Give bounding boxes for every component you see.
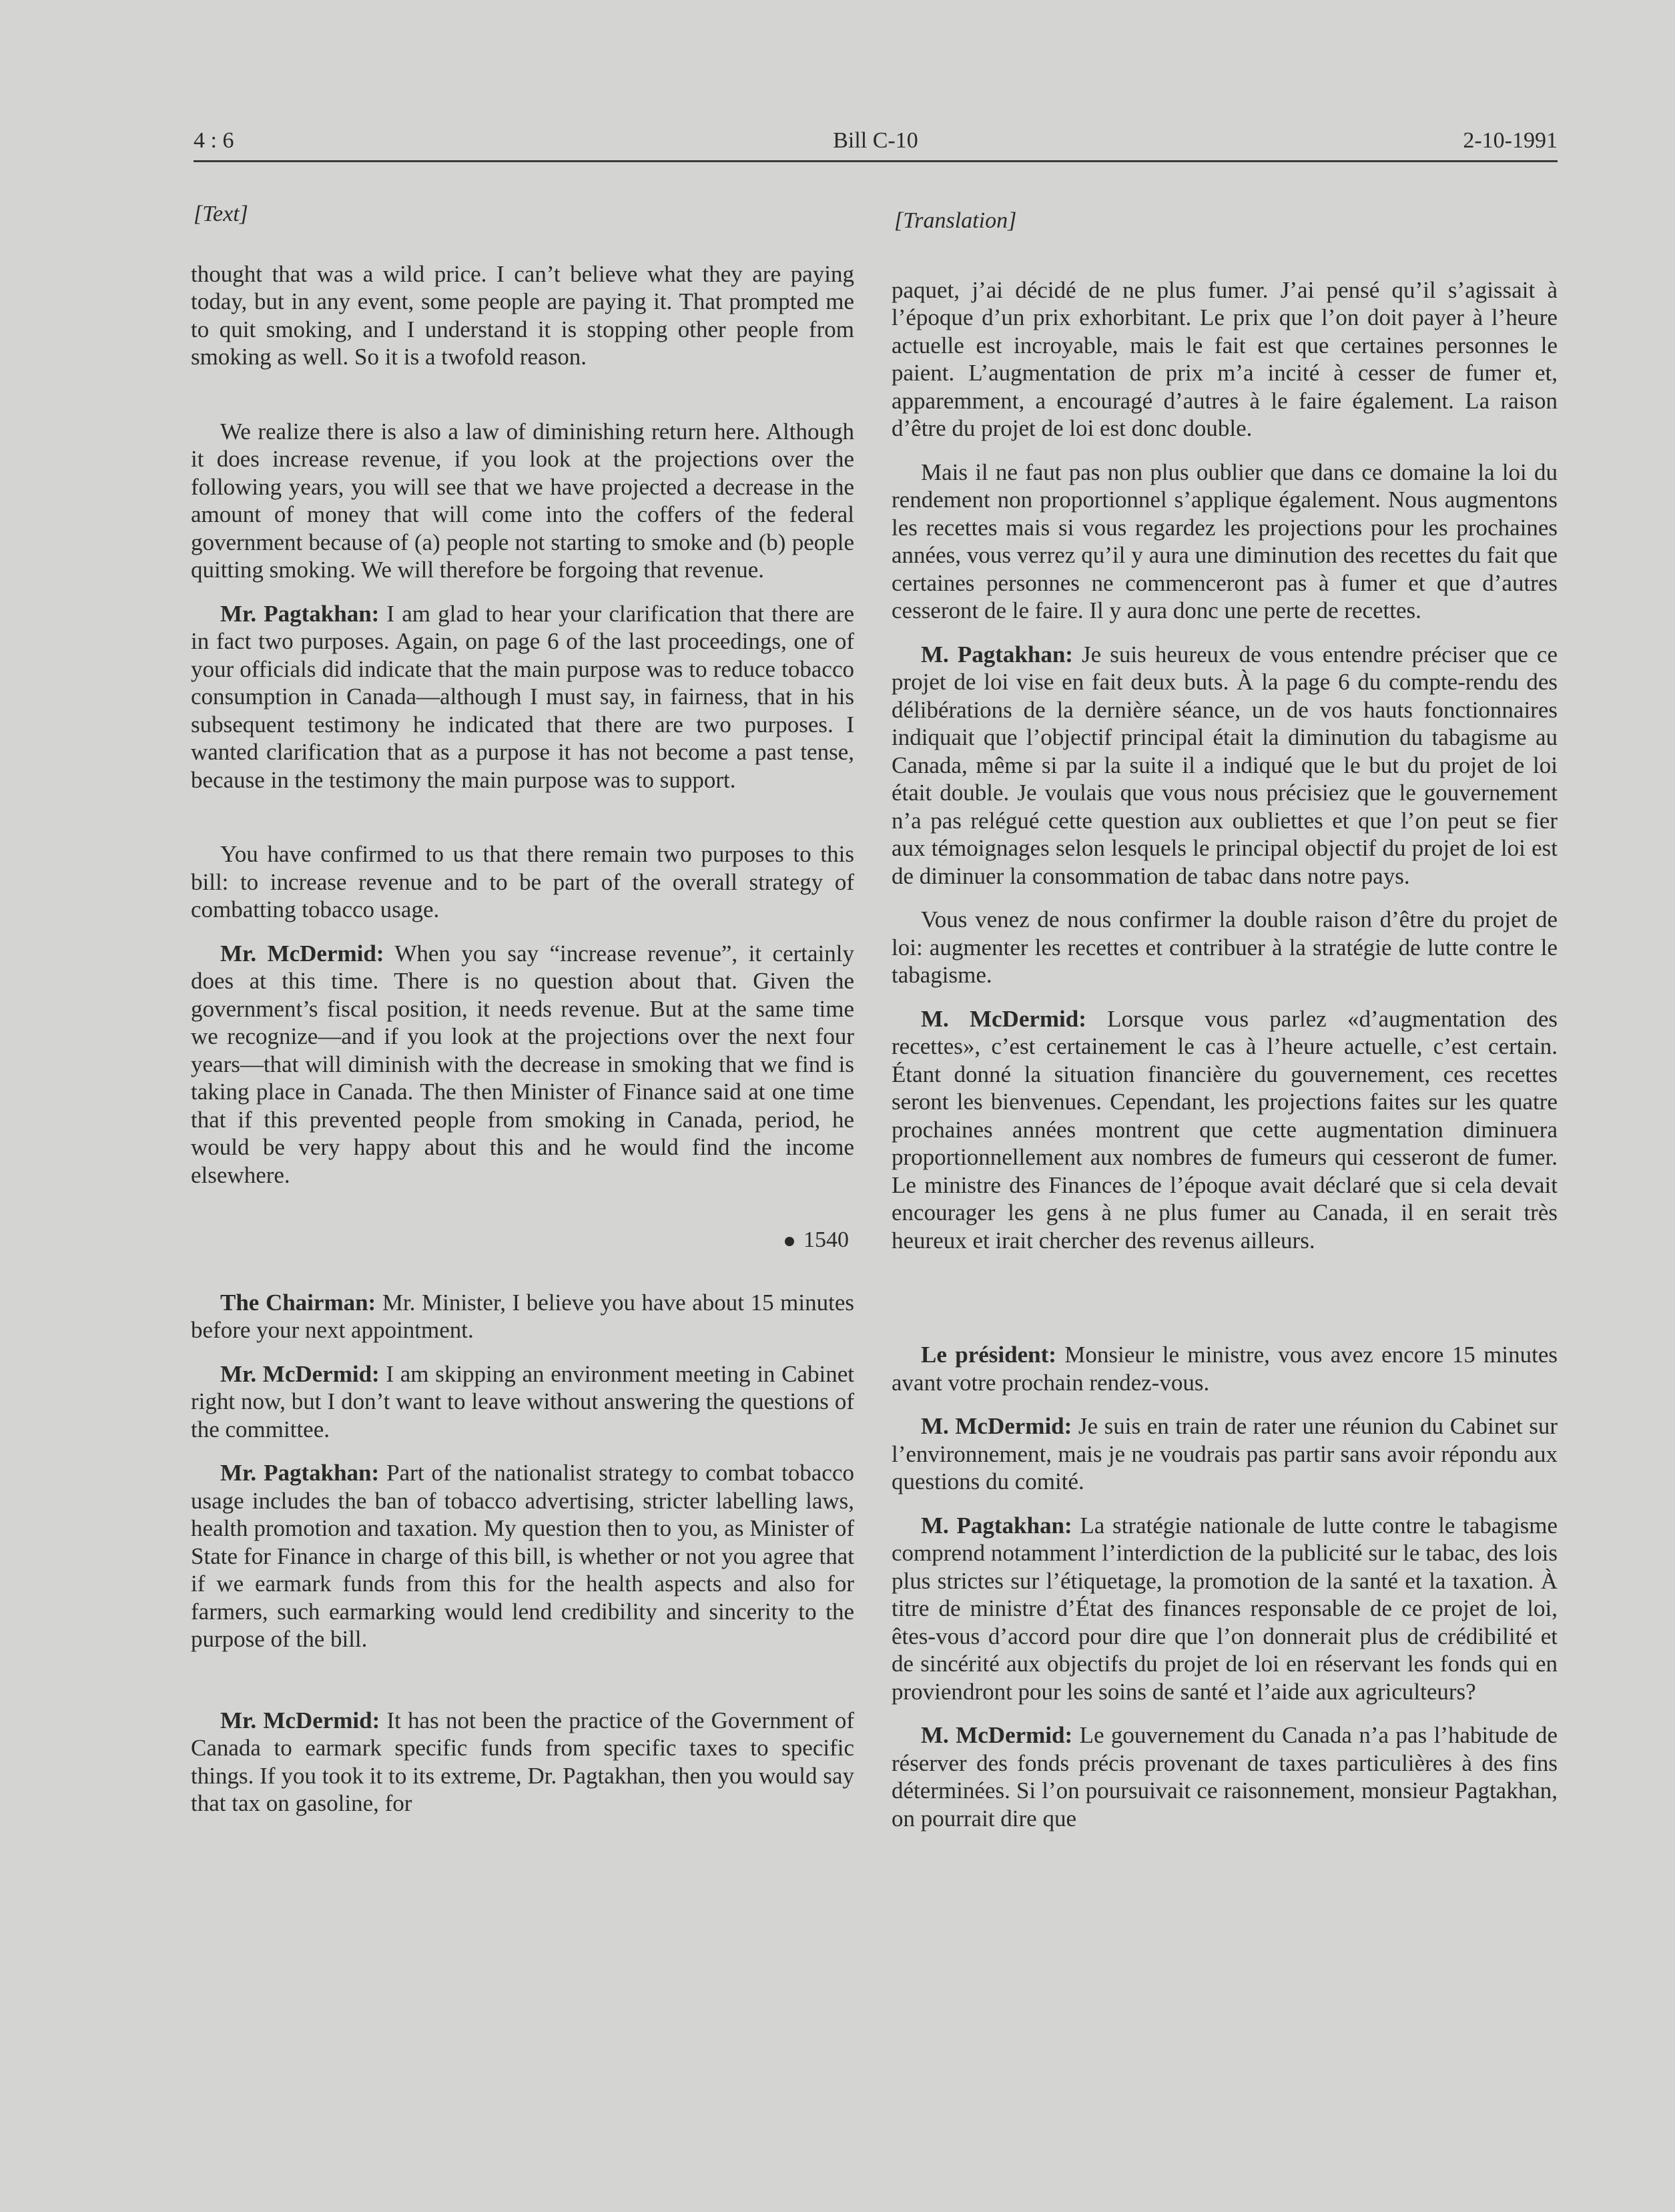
speaker-name: M. Pagtakhan: [921,641,1073,667]
speech-paragraph [892,1341,1558,1396]
speech-paragraph [191,600,854,794]
bullet-icon [785,1237,794,1246]
column-label-text: Translation [903,208,1008,233]
speaker-name: M. Pagtakhan: [921,1512,1072,1539]
column-label: [Text] [194,202,248,226]
paragraph: Vous venez de nous confirmer la double raison d’être du projet de loi: augmenter les recettes et contribuer à la stratégie de lutte contre le tabagisme. [892,906,1558,988]
speaker-name: Mr. McDermid: [220,940,384,966]
speech-text: Le gouvernement du Canada n’a pas l’habitude de réserver des fonds précis provenant de taxes particulières à des fins déterminées. Si l’on poursuivait ce raisonnement, monsieur Pagtakhan, on pourrait dire que [892,1722,1558,1832]
paragraph: You have confirmed to us that there remain two purposes to this bill: to increase revenue and to be part of the overall strategy of combatting tobacco usage. [191,841,854,922]
speech-text: When you say “increase revenue”, it certainly does at this time. There is no question about that. Given the government’s fiscal position, it needs revenue. But at the same time we recognize—and if you look at the projections over the next four years—that will diminish with the decrease in smoking that we find is taking place in Canada. The then Minister of Finance said at one time that if this prevented people from smoking in Canada, period, he would be very happy about this and he would find the income elsewhere. [191,940,854,1188]
speech-text: I am skipping an environment meeting in Cabinet right now, but I don’t want to leave without answering the questions of the committee. [191,1360,854,1442]
document-date: 2-10-1991 [1463,128,1558,153]
speech-text: Mr. Minister, I believe you have about 15 minutes before your next appointment. [191,1289,854,1343]
column-label: [Translation] [894,208,1017,233]
document-title: Bill C-10 [833,128,918,153]
paragraph: Mais il ne faut pas non plus oublier que dans ce domaine la loi du rendement non proportionnel s’applique également. Nous augmentons les recettes mais si vous regardez les projections pour les prochaines années, vous verrez qu’il y aura une diminution des recettes du fait que certaines personnes ne commenceront pas à fumer et que d’autres cesseront de le faire. Il y aura donc une perte de recettes. [892,459,1558,623]
time-marker [191,1226,849,1254]
speech-paragraph [191,1707,854,1818]
speech-paragraph [191,940,854,1189]
speaker-name: The Chairman: [220,1289,376,1316]
speech-paragraph [892,641,1558,890]
speaker-name: Mr. McDermid: [220,1360,380,1387]
speaker-name: Mr. Pagtakhan: [220,600,380,627]
speaker-name: Mr. Pagtakhan: [220,1460,380,1486]
speech-text: La stratégie nationale de lutte contre le tabagisme comprend notamment l’interdiction de la publicité sur le tabac, des lois plus strictes sur l’étiquetage, la promotion de la santé et la taxation. À titre de ministre d’État des finances responsable de ce projet de loi, êtes-vous d’accord pour dire que l’on donnerait plus de crédibilité et de sincérité aux objectifs du projet de loi en réservant les fonds qui en proviendront pour les soins de santé et l’aide aux agriculteurs? [892,1512,1558,1705]
time-marker-text: 1540 [803,1227,849,1252]
speech-paragraph [191,1289,854,1344]
speaker-name: Le président: [921,1342,1056,1368]
paragraph: thought that was a wild price. I can’t believe what they are paying today, but in any event, some people are paying it. That prompted me to quit smoking, and I understand it is stopping other people from smoking as well. So it is a twofold reason. [191,260,854,370]
speech-paragraph [191,1360,854,1444]
speech-text: Monsieur le ministre, vous avez encore 15 minutes avant votre prochain rendez-vous. [892,1342,1558,1396]
paragraph: paquet, j’ai décidé de ne plus fumer. J’ai pensé qu’il s’agissait à l’époque d’un prix exhorbitant. Le prix que l’on doit payer à l’heure actuelle est incroyable, mais le fait est que certaines personnes le paient. L’augmentation de prix m’a incité à cesser de fumer et, apparemment, a encouragé d’autres à le faire également. La raison d’être du projet de loi est donc double. [892,276,1558,441]
speech-text: Part of the nationalist strategy to combat tobacco usage includes the ban of tobacco advertising, stricter labelling laws, health promotion and taxation. My question then to you, as Minister of State for Finance in charge of this bill, is whether or not you agree that if we earmark funds from this for the health aspects and also for farmers, such earmarking would lend credibility and sincerity to the purpose of the bill. [191,1460,855,1652]
english-column [191,200,854,1834]
speech-paragraph [892,1005,1558,1255]
speaker-name: M. McDermid: [921,1413,1072,1439]
speech-paragraph [892,1412,1558,1496]
speaker-name: M. McDermid: [921,1005,1086,1032]
speech-text: Lorsque vous parlez «d’augmentation des recettes», c’est certainement le cas à l’heure actuelle, c’est certain. Étant donné la situation financière du gouvernement, ces recettes seront les bienvenues. Cependant, les projections faites sur les quatre prochaines années montrent que cette augmentation diminuera proportionnellement aux nombres de fumeurs qui cesseront de fumer. Le ministre des Finances de l’époque avait déclaré que si cela devait encourager les gens à ne plus fumer au Canada, il en serait très heureux et irait chercher des revenus ailleurs. [892,1005,1558,1254]
paragraph: We realize there is also a law of diminishing return here. Although it does increase revenue, if you look at the projections over the following years, you will see that we have projected a decrease in the amount of money that will come into the coffers of the federal government because of (a) people not starting to smoke and (b) people quitting smoking. We will therefore be forgoing that revenue. [191,418,854,583]
speaker-name: Mr. McDermid: [220,1707,380,1733]
speech-paragraph [892,1512,1558,1706]
speaker-name: M. McDermid: [921,1722,1073,1748]
speech-text: Je suis en train de rater une réunion du Cabinet sur l’environnement, mais je ne voudrais pas partir sans avoir répondu aux questions du comité. [892,1413,1558,1494]
speech-text: It has not been the practice of the Government of Canada to earmark specific funds from specific taxes to specific things. If you took it to its extreme, Dr. Pagtakhan, then you would say that tax on gasoline, for [191,1707,854,1816]
speech-paragraph [892,1721,1558,1832]
french-column [892,200,1558,1848]
speech-text: Je suis heureux de vous entendre préciser que ce projet de loi vise en fait deux buts. À la page 6 du compte-rendu des délibérations de la dernière séance, un de vos hauts fonctionnaires indiquait que l’objectif principal était la diminution du tabagisme au Canada, même si par la suite il a indiqué que le but du projet de loi était double. Je voulais que vous nous précisiez que le gouvernement n’a pas relégué cette question aux oubliettes et que l’on peut se fier aux témoignages selon lesquels le principal objectif du projet de loi est de diminuer la consommation de tabac dans notre pays. [892,641,1558,889]
column-label-text: Text [202,202,240,226]
page-number: 4 : 6 [194,128,234,153]
page-header [194,125,1558,162]
speech-text: I am glad to hear your clarification that there are in fact two purposes. Again, on page 6 of the last proceedings, one of your officials did indicate that the main purpose was to reduce tobacco consumption in Canada—although I must say, in fairness, that in his subsequent testimony he indicated that there are two purposes. I wanted clarification that as a purpose it has not become a past tense, because in the testimony the main purpose was to support. [191,600,854,793]
speech-paragraph [191,1459,854,1653]
